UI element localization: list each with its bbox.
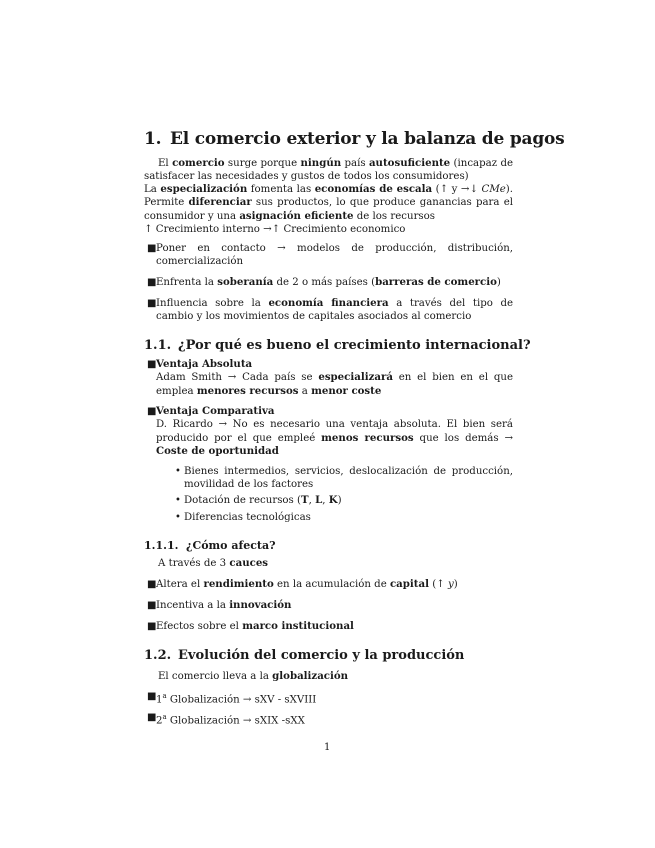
section-1-number: 1. xyxy=(144,129,162,149)
text: , xyxy=(322,495,329,506)
bold-term: menores recursos xyxy=(196,384,299,397)
text: Enfrenta la xyxy=(156,277,218,288)
list-item xyxy=(147,599,513,612)
text: Poner en contacto → modelos de producción, distribución, comercialización xyxy=(156,243,513,268)
text: de 2 o más países ( xyxy=(273,277,376,288)
text: (incapaz de satisfacer las necesidades y gustos de todos los consumidores) xyxy=(144,158,513,183)
bold-term: autosuficiente xyxy=(368,157,451,169)
text: Dotación de recursos ( xyxy=(184,495,301,506)
text: ). Permite xyxy=(144,184,514,209)
section-1-title: El comercio exterior y la balanza de pagos xyxy=(170,129,565,149)
bullet-icon: ■ xyxy=(147,359,157,370)
math-term: CMe xyxy=(481,184,506,195)
bullet-icon: ■ xyxy=(147,243,157,254)
list-item xyxy=(147,405,514,459)
bold-term: rendimiento xyxy=(203,578,274,590)
section-number: 1.1. xyxy=(144,338,172,353)
list-item xyxy=(147,690,513,707)
bold-term: globalización xyxy=(272,670,349,682)
list-item xyxy=(147,578,513,591)
bullet-icon: ■ xyxy=(147,691,157,702)
bold-term: asignación eficiente xyxy=(239,209,354,222)
text: Globalización → sXIX -sXX xyxy=(166,715,305,727)
bullet-icon: ■ xyxy=(147,621,157,632)
list-item xyxy=(175,494,513,507)
section-title: ¿Cómo afecta? xyxy=(186,539,276,552)
text: El comercio lleva a la xyxy=(158,671,273,682)
section-1-paragraph-2 xyxy=(144,183,513,223)
bold-term: cauces xyxy=(229,557,269,569)
bullet-icon: ■ xyxy=(147,298,157,309)
section-number: 1.2. xyxy=(144,648,172,663)
text: , xyxy=(308,495,316,506)
text: ) xyxy=(496,277,501,288)
text: Influencia sobre la xyxy=(156,298,269,309)
bullet-icon: ■ xyxy=(147,406,157,417)
text: (↑ xyxy=(428,579,448,590)
text: de los recursos xyxy=(353,210,436,222)
list-item xyxy=(175,511,513,524)
section-1-2-intro xyxy=(144,670,513,683)
section-title: Evolución del comercio y la producción xyxy=(178,648,465,663)
text: A través de 3 xyxy=(158,558,230,569)
section-1-paragraph-1 xyxy=(144,157,513,184)
section-1-heading xyxy=(144,129,565,149)
bold-term: economía financiera xyxy=(268,297,389,309)
text: a través del tipo de cambio y los movimientos de capitales asociados al comercio xyxy=(156,298,514,323)
bold-term: menor coste xyxy=(311,384,382,397)
text: Diferencias tecnológicas xyxy=(184,512,311,523)
text: Bienes intermedios, servicios, deslocalización de producción, movilidad de los factores xyxy=(184,466,513,491)
bold-term: especialización xyxy=(160,183,248,195)
section-number: 1.1.1. xyxy=(144,539,179,552)
text: surge porque xyxy=(224,158,301,169)
section-1-1-1-heading xyxy=(144,539,276,552)
superscript: a xyxy=(162,692,167,700)
section-1-1-heading xyxy=(144,338,531,353)
bullet-icon: ■ xyxy=(147,277,157,288)
text: país xyxy=(341,158,369,169)
item-heading: Ventaja Comparativa xyxy=(156,405,275,417)
text: que los demás → xyxy=(413,432,514,444)
text: Altera el xyxy=(156,579,204,590)
list-item xyxy=(147,620,513,633)
page-number: 1 xyxy=(324,742,331,753)
text: ) xyxy=(453,579,458,590)
bold-term: soberanía xyxy=(217,276,274,288)
text: (↑ y →↓ xyxy=(432,184,482,195)
bullet-icon: • xyxy=(175,466,181,477)
text: en el bien en el que emplea xyxy=(156,372,514,397)
bullet-icon: ■ xyxy=(147,600,157,611)
bold-term: diferenciar xyxy=(188,196,252,209)
list-item xyxy=(147,276,513,289)
text: Adam Smith → Cada país se xyxy=(156,372,319,384)
bold-term: innovación xyxy=(229,599,292,611)
section-1-1-1-intro xyxy=(144,557,513,570)
list-item xyxy=(147,242,513,269)
text: sus productos, lo que produce ganancias para el consumidor y una xyxy=(144,197,513,222)
list-item xyxy=(147,711,513,728)
text: en la acumulación de xyxy=(273,579,390,590)
bold-term: Coste de oportunidad xyxy=(156,445,279,458)
section-1-paragraph-3: ↑ Crecimiento interno →↑ Crecimiento economico xyxy=(144,224,406,235)
text: Incentiva a la xyxy=(156,600,230,611)
bold-term: L xyxy=(315,494,323,506)
bold-term: ningún xyxy=(300,157,342,169)
bold-term: economías de escala xyxy=(314,183,433,195)
text: D. Ricardo → No es necesario una ventaja absoluta. El bien será producido por el que empleé xyxy=(156,419,513,444)
bold-term: T xyxy=(301,494,309,506)
text: ) xyxy=(337,495,342,506)
list-item xyxy=(175,465,513,492)
bullet-icon: ■ xyxy=(147,712,157,723)
text: La xyxy=(144,184,161,195)
text: 2 xyxy=(156,715,163,727)
text: Globalización → sXV - sXVIII xyxy=(166,694,317,706)
list-item xyxy=(147,297,514,324)
text: 1 xyxy=(156,694,163,706)
list-item xyxy=(147,358,514,398)
bold-term: marco institucional xyxy=(242,620,354,632)
superscript: a xyxy=(162,713,167,721)
bold-term: capital xyxy=(389,578,429,590)
text: fomenta las xyxy=(247,184,315,195)
bold-term: especializará xyxy=(318,371,393,384)
bold-term: barreras de comercio xyxy=(375,276,497,288)
bullet-icon: ■ xyxy=(147,579,157,590)
text: El xyxy=(158,158,173,169)
math-term: y xyxy=(447,579,454,590)
text: a xyxy=(298,385,312,397)
text: Efectos sobre el xyxy=(156,621,243,632)
section-title: ¿Por qué es bueno el crecimiento internacional? xyxy=(178,338,531,353)
bold-term: K xyxy=(328,494,338,506)
item-heading: Ventaja Absoluta xyxy=(156,358,253,370)
bullet-icon: • xyxy=(175,495,181,506)
bold-term: menos recursos xyxy=(321,431,414,444)
section-1-2-heading xyxy=(144,648,464,663)
bold-term: comercio xyxy=(172,157,225,169)
bullet-icon: • xyxy=(175,512,181,523)
